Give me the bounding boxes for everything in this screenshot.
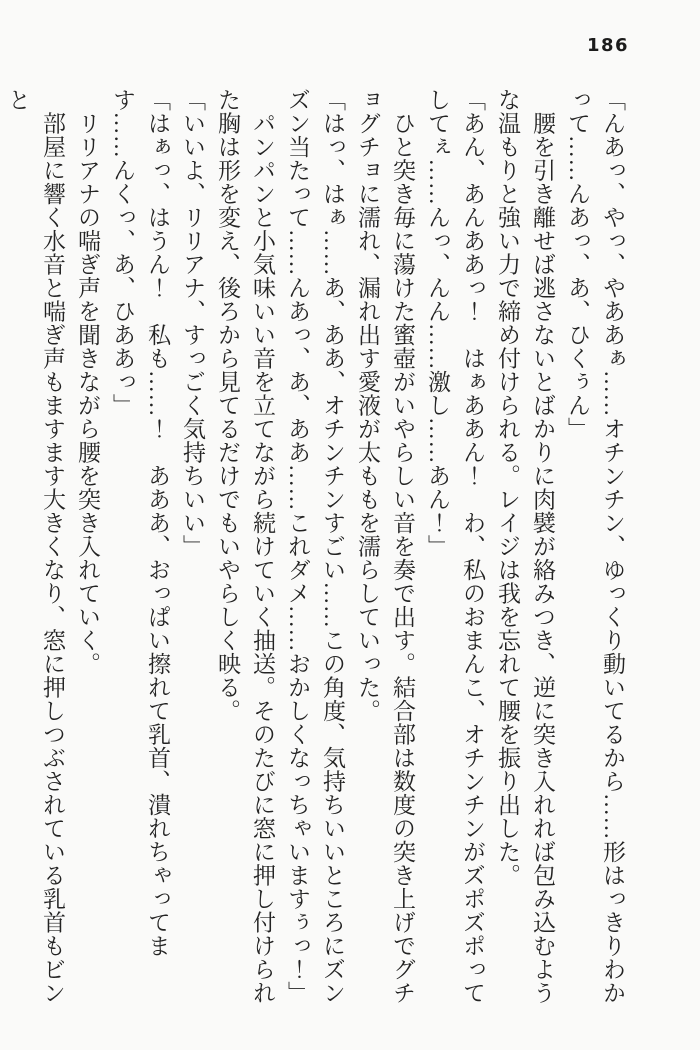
dialogue-paragraph: 「あん、あんああっ！ はぁああん！ わ、私のおまんこ、オチンチンがズポズポってしてぇ……んっ、んん……激し……あん！」	[425, 88, 485, 1005]
narration-paragraph: パンパンと小気味いい音を立てながら続けていく抽送。そのたびに窓に押し付けられた胸は形を変え、後ろから見てるだけでもいやらしく映る。	[215, 88, 275, 1005]
narration-paragraph: ひと突き毎に蕩けた蜜壺がいやらしい音を奏で出す。結合部は数度の突き上げでグチョグチョに濡れ、漏れ出す愛液が太ももを濡らしていった。	[355, 88, 415, 1005]
dialogue-paragraph: 「んあっ、やっ、やああぁ……オチンチン、ゆっくり動いてるから……形はっきりわかって……んあっ、あ、ひくぅん」	[565, 88, 625, 1005]
narration-paragraph: 部屋に響く水音と喘ぎ声もますます大きくなり、窓に押しつぶされている乳首もビンと	[5, 88, 65, 1005]
vertical-text-block	[0, 88, 630, 1010]
page-number: 186	[587, 35, 630, 56]
narration-paragraph: 腰を引き離せば逃さないとばかりに肉襞が絡みつき、逆に突き入れれば包み込むような温もりと強い力で締め付けられる。レイジは我を忘れて腰を振り出した。	[495, 88, 555, 1005]
dialogue-paragraph: 「はっ、はぁ……あ、ああ、オチンチンすごい……この角度、気持ちいいところにズンズン当たって……んあっ、あ、ああ……これダメ……おかしくなっちゃいますぅっ！」	[285, 88, 345, 1005]
dialogue-paragraph: 「はぁっ、はうん！ 私も……！ あああ、おっぱい擦れて乳首、潰れちゃってます……んくっ、あ、ひああっ」	[110, 88, 170, 958]
dialogue-paragraph: 「いいよ、リリアナ、すっごく気持ちいい」	[180, 88, 205, 558]
narration-paragraph: リリアナの喘ぎ声を聞きながら腰を突き入れていく。	[75, 88, 100, 676]
